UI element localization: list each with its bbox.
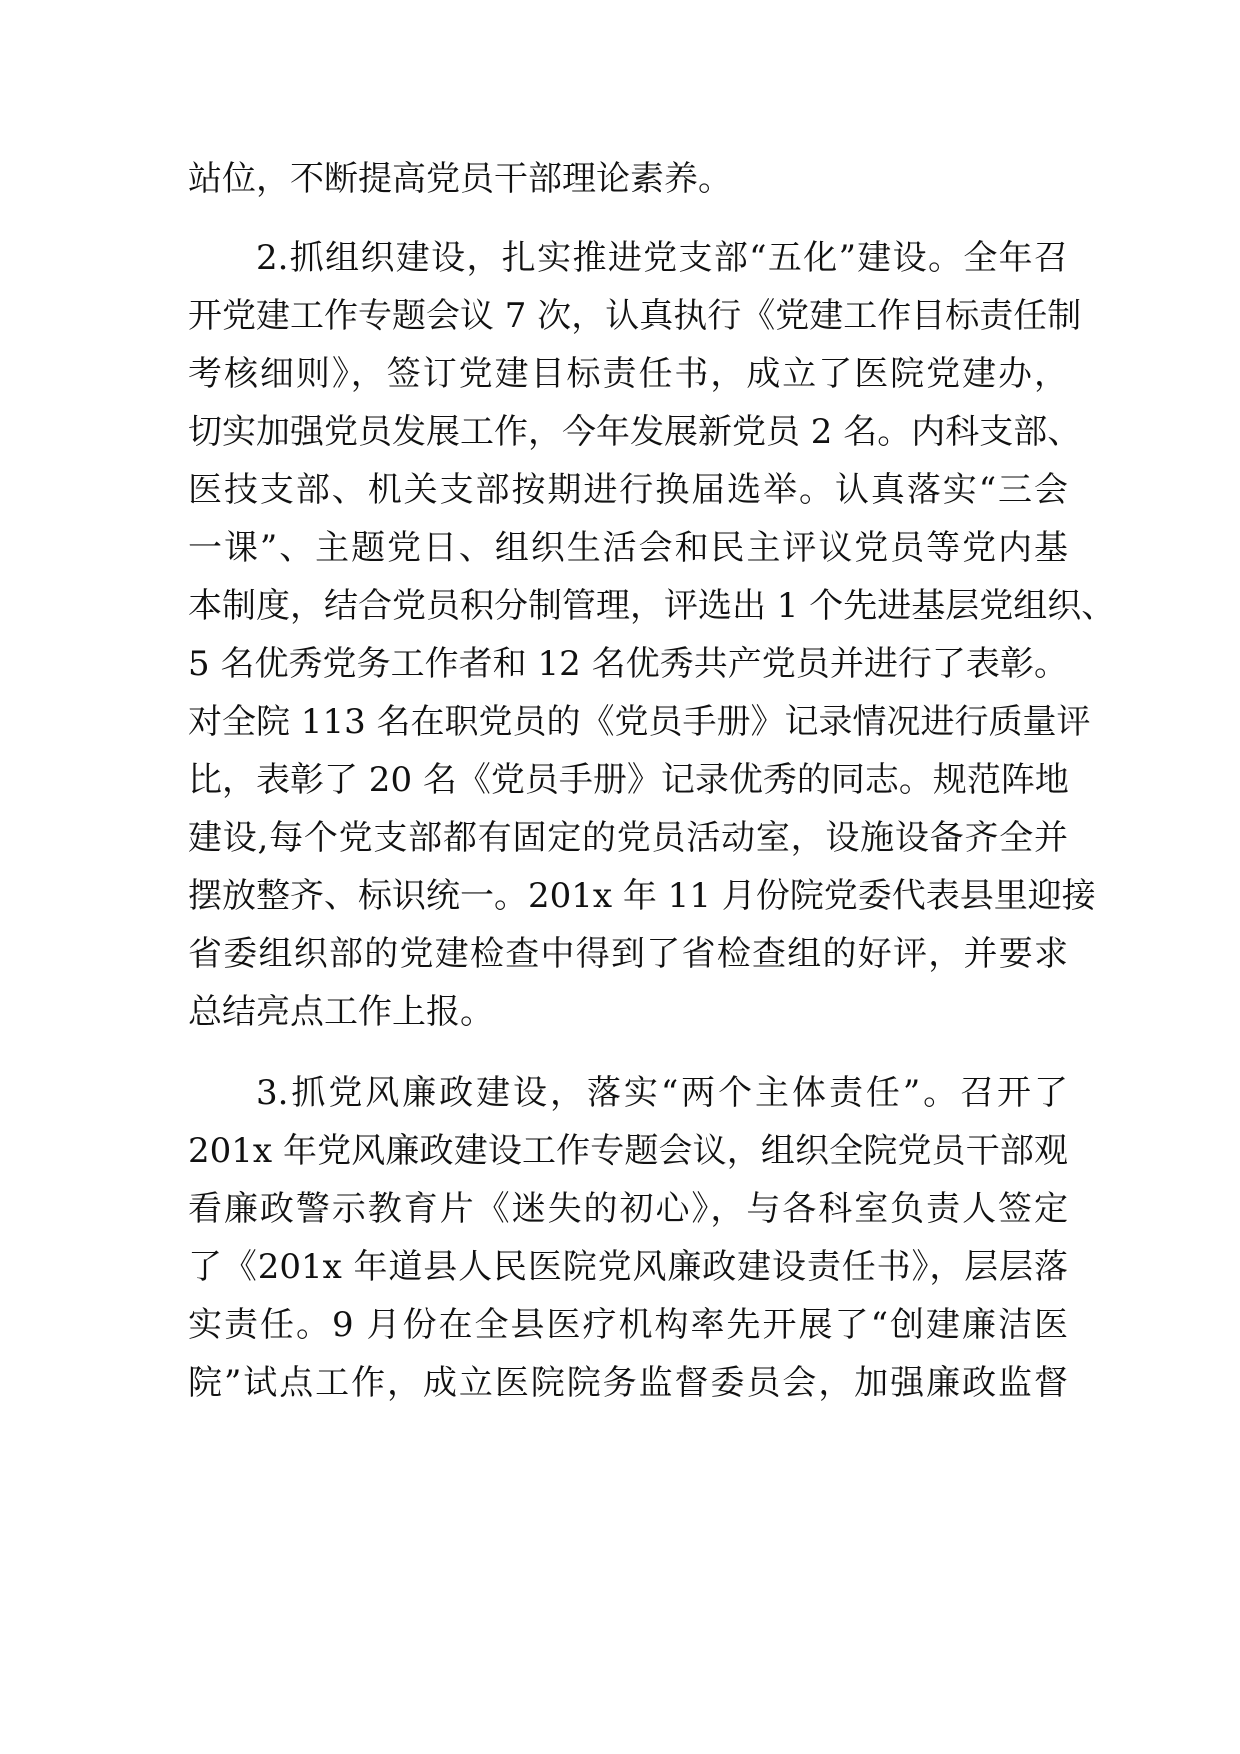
paragraph-2-line-5: 医技支部、机关支部按期进行换届选举。认真落实“三会 [188,470,1068,510]
paragraph-2-line-9: 对全院 113 名在职党员的《党员手册》记录情况进行质量评 [188,702,1091,742]
paragraph-3-line-6: 院”试点工作，成立医院院务监督委员会，加强廉政监督 [188,1363,1068,1403]
paragraph-3-line-1: 3.抓党风廉政建设，落实“两个主体责任”。召开了 [256,1073,1068,1113]
paragraph-2-line-12: 摆放整齐、标识统一。201x 年 11 月份院党委代表县里迎接 [188,876,1096,916]
paragraph-1-line-1: 站位，不断提高党员干部理论素养。 [188,159,732,199]
paragraph-2-line-10: 比，表彰了 20 名《党员手册》记录优秀的同志。规范阵地 [188,760,1069,800]
paragraph-2-line-11: 建设,每个党支部都有固定的党员活动室，设施设备齐全并 [188,818,1068,858]
paragraph-3-line-3: 看廉政警示教育片《迷失的初心》，与各科室负责人签定 [188,1189,1068,1229]
paragraph-2-line-8: 5 名优秀党务工作者和 12 名优秀共产党员并进行了表彰。 [188,644,1068,684]
paragraph-2-line-6: 一课”、主题党日、组织生活会和民主评议党员等党内基 [188,528,1068,568]
paragraph-3-line-2: 201x 年党风廉政建设工作专题会议，组织全院党员干部观 [188,1131,1068,1171]
paragraph-2-line-1: 2.抓组织建设，扎实推进党支部“五化”建设。全年召 [256,238,1068,278]
paragraph-2-line-4: 切实加强党员发展工作，今年发展新党员 2 名。内科支部、 [188,412,1082,452]
paragraph-3-line-4: 了《201x 年道县人民医院党风廉政建设责任书》，层层落 [188,1247,1068,1287]
paragraph-2-line-3: 考核细则》，签订党建目标责任书，成立了医院党建办， [188,354,1068,394]
paragraph-2-line-7: 本制度，结合党员积分制管理，评选出 1 个先进基层党组织、 [188,586,1116,626]
paragraph-3-line-5: 实责任。9 月份在全县医疗机构率先开展了“创建廉洁医 [188,1305,1068,1345]
paragraph-2-line-13: 省委组织部的党建检查中得到了省检查组的好评，并要求 [188,934,1068,974]
paragraph-2-line-2: 开党建工作专题会议 7 次，认真执行《党建工作目标责任制 [188,296,1082,336]
paragraph-2-line-14: 总结亮点工作上报。 [188,992,494,1032]
